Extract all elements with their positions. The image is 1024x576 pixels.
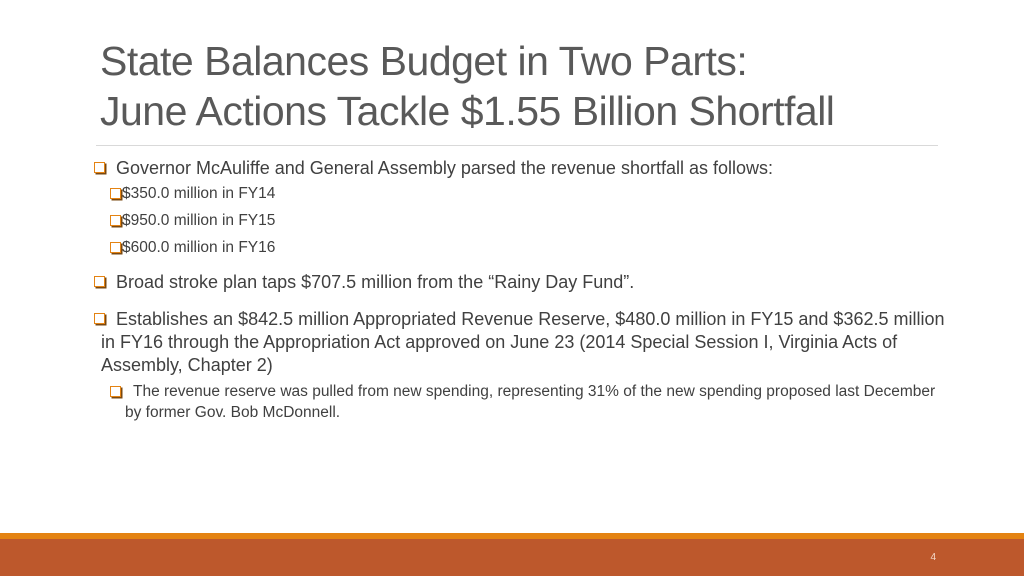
checkbox-bullet-icon xyxy=(110,242,121,253)
checkbox-bullet-icon xyxy=(110,215,121,226)
sub-bullet-text: $350.0 million in FY14 xyxy=(122,185,276,202)
bullet-list xyxy=(90,157,945,423)
sub-bullet-text: The revenue reserve was pulled from new spending, representing 31% of the new spending proposed last December by former Gov. Bob McDonnell. xyxy=(125,383,936,421)
slide-title xyxy=(100,36,980,136)
checkbox-bullet-icon xyxy=(110,386,121,397)
sub-bullet-fy15 xyxy=(90,207,945,234)
sub-bullet-text: $950.0 million in FY15 xyxy=(122,212,276,229)
title-line-2: June Actions Tackle $1.55 Billion Shortfall xyxy=(100,88,835,134)
sub-bullet-reserve-source xyxy=(90,381,945,423)
sub-bullet-fy14 xyxy=(90,180,945,207)
checkbox-bullet-icon xyxy=(94,276,105,287)
page-number: 4 xyxy=(930,552,936,563)
bullet-revenue-reserve xyxy=(90,308,945,377)
checkbox-bullet-icon xyxy=(94,313,105,324)
bullet-shortfall-split xyxy=(90,157,945,180)
title-line-1: State Balances Budget in Two Parts: xyxy=(100,38,748,84)
bullet-rainy-day-fund xyxy=(90,271,945,294)
sub-bullet-text: $600.0 million in FY16 xyxy=(122,239,276,256)
checkbox-bullet-icon xyxy=(110,188,121,199)
footer-bar xyxy=(0,539,1024,576)
bullet-text: Governor McAuliffe and General Assembly parsed the revenue shortfall as follows: xyxy=(116,158,773,178)
sub-bullet-fy16 xyxy=(90,234,945,261)
title-divider xyxy=(96,145,938,146)
bullet-text: Broad stroke plan taps $707.5 million from the “Rainy Day Fund”. xyxy=(116,272,635,292)
checkbox-bullet-icon xyxy=(94,162,105,173)
bullet-text: Establishes an $842.5 million Appropriated Revenue Reserve, $480.0 million in FY15 and $362.5 million in FY16 through the Appropriation Act approved on June 23 (2014 Special Session I, Virginia Acts of Assembly, Chapter 2) xyxy=(101,309,945,375)
